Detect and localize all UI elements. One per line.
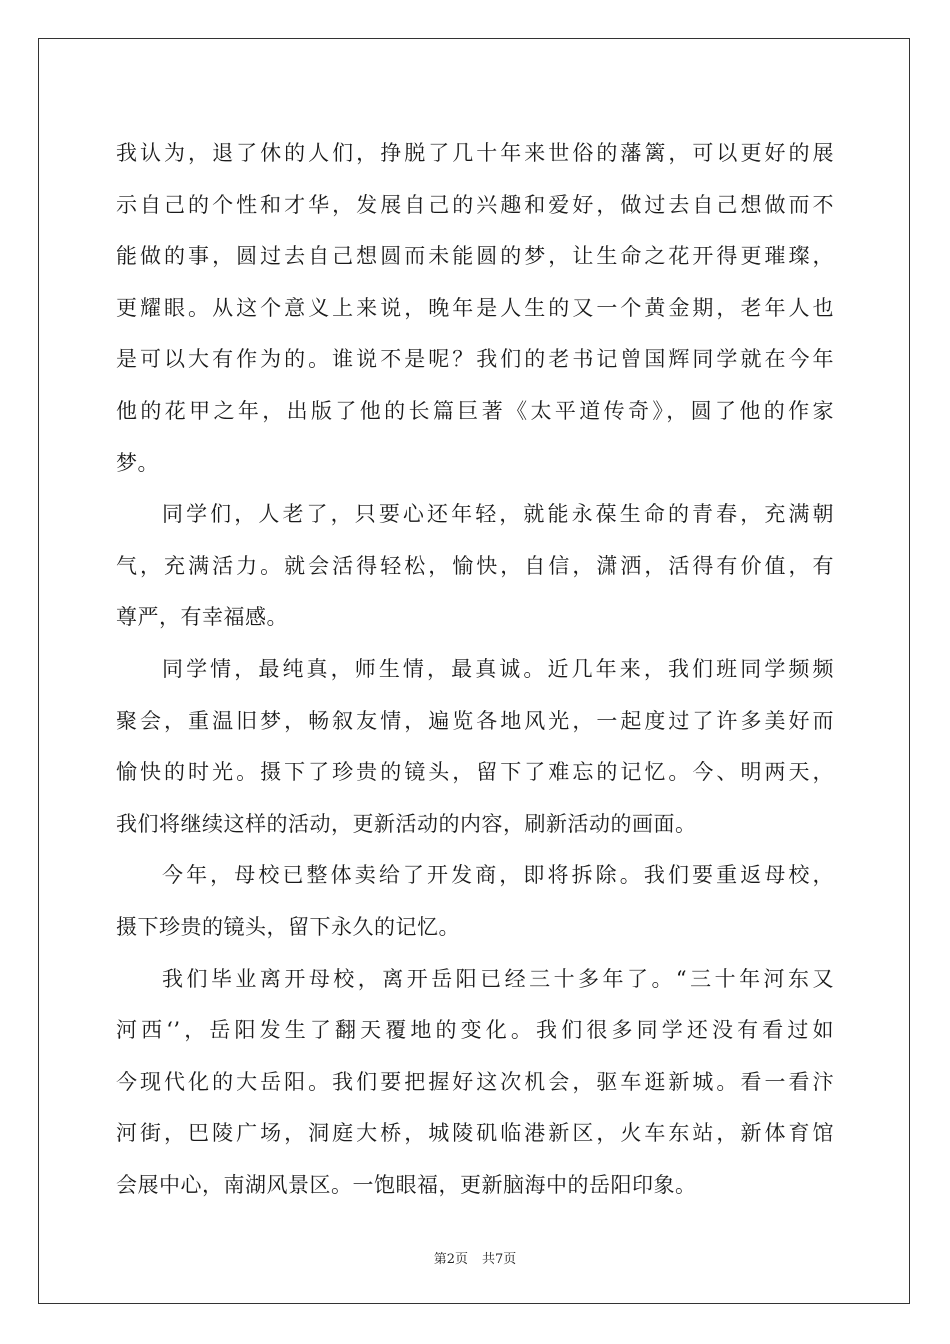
total-pages: 共7页 [482,1252,517,1267]
page-number: 第2页 [433,1252,468,1267]
text-line: 摄下珍贵的镜头，留下永久的记忆。 [116,914,460,939]
text-line: 示自己的个性和才华，发展自己的兴趣和爱好，做过去自己想做而不 [116,192,834,217]
paragraph [116,489,834,644]
text-line: 我们将继续这样的活动，更新活动的内容，刷新活动的画面。 [116,811,697,836]
text-line: 我认为，退了休的人们，挣脱了几十年来世俗的藩篱，可以更好的展 [116,141,834,165]
paragraph [116,128,834,489]
text-line: 是可以大有作为的。谁说不是呢？我们的老书记曾国辉同学就在今年 [116,347,834,372]
text-line: 梦。 [116,450,159,475]
text-line: 今现代化的大岳阳。我们要把握好这次机会，驱车逛新城。看一看汴 [116,1069,834,1094]
text-line: 同学们，人老了，只要心还年轻，就能永葆生命的青春，充满朝 [162,502,834,527]
text-line: 聚会，重温旧梦，畅叙友情，遍览各地风光，一起度过了许多美好而 [116,708,834,733]
paragraph [116,954,834,1212]
text-line: 今年，母校已整体卖给了开发商，即将拆除。我们要重返母校， [162,863,834,888]
text-line: 气，充满活力。就会活得轻松，愉快，自信，潇洒，活得有价值，有 [116,553,834,578]
text-line: 尊严，有幸福感。 [116,605,288,630]
paragraph [116,850,834,953]
text-line: 河街，巴陵广场，洞庭大桥，城陵矶临港新区，火车东站，新体育馆 [116,1121,834,1146]
text-line: 会展中心，南湖风景区。一饱眼福，更新脑海中的岳阳印象。 [116,1172,697,1197]
page-footer [0,1248,950,1267]
text-line: 河西‘’，岳阳发生了翻天覆地的变化。我们很多同学还没有看过如 [116,1018,834,1043]
text-line: 能做的事，圆过去自己想圆而未能圆的梦，让生命之花开得更璀璨， [116,244,834,269]
document-body [116,128,834,1211]
text-line: 愉快的时光。摄下了珍贵的镜头，留下了难忘的记忆。今、明两天， [116,760,834,785]
paragraph [116,644,834,850]
text-line: 同学情，最纯真，师生情，最真诚。近几年来，我们班同学频频 [162,656,834,681]
text-line: 我们毕业离开母校，离开岳阳已经三十多年了。“三十年河东又 [162,966,834,991]
text-line: 他的花甲之年，出版了他的长篇巨著《太平道传奇》，圆了他的作家 [116,398,834,423]
text-line: 更耀眼。从这个意义上来说，晚年是人生的又一个黄金期，老年人也 [116,295,834,320]
